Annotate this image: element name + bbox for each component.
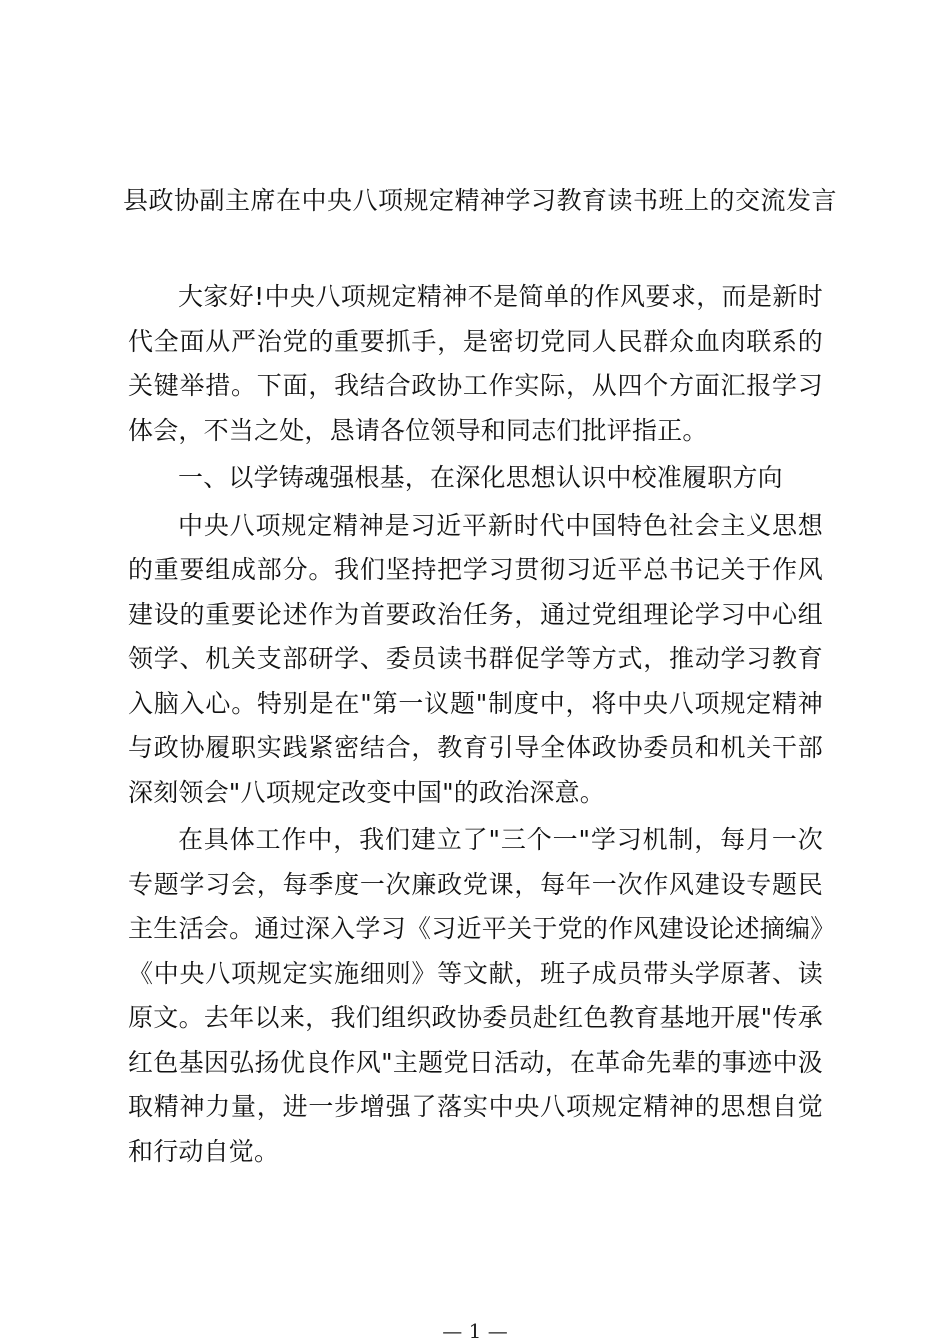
paragraph-intro: 大家好!中央八项规定精神不是简单的作风要求，而是新时代全面从严治党的重要抓手，是密切党同人民群众血肉联系的关键举措。下面，我结合政协工作实际，从四个方面汇报学习体会，不当之处，恳请各位领导和同志们批评指正。 xyxy=(128,282,823,445)
section-heading-1: 一、以学铸魂强根基，在深化思想认识中校准履职方向 xyxy=(178,463,783,492)
paragraph-section-1-b: 在具体工作中，我们建立了"三个一"学习机制，每月一次专题学习会，每季度一次廉政党课，每年一次作风建设专题民主生活会。通过深入学习《习近平关于党的作风建设论述摘编》《中央八项规定实施细则》等文献，班子成员带头学原著、读原文。去年以来，我们组织政协委员赴红色教育基地开展"传承红色基因弘扬优良作风"主题党日活动，在革命先辈的事迹中汲取精神力量，进一步增强了落实中央八项规定精神的思想自觉和行动自觉。 xyxy=(128,825,823,1166)
document-body xyxy=(128,275,823,1177)
page-number: — 1 — xyxy=(442,1319,508,1343)
document-title: 县政协副主席在中央八项规定精神学习教育读书班上的交流发言 xyxy=(122,186,837,215)
paragraph-section-1-a: 中央八项规定精神是习近平新时代中国特色社会主义思想的重要组成部分。我们坚持把学习贯彻习近平总书记关于作风建设的重要论述作为首要政治任务，通过党组理论学习中心组领学、机关支部研学、委员读书群促学等方式，推动学习教育入脑入心。特别是在"第一议题"制度中，将中央八项规定精神与政协履职实践紧密结合，教育引导全体政协委员和机关干部深刻领会"八项规定改变中国"的政治深意。 xyxy=(128,510,823,807)
